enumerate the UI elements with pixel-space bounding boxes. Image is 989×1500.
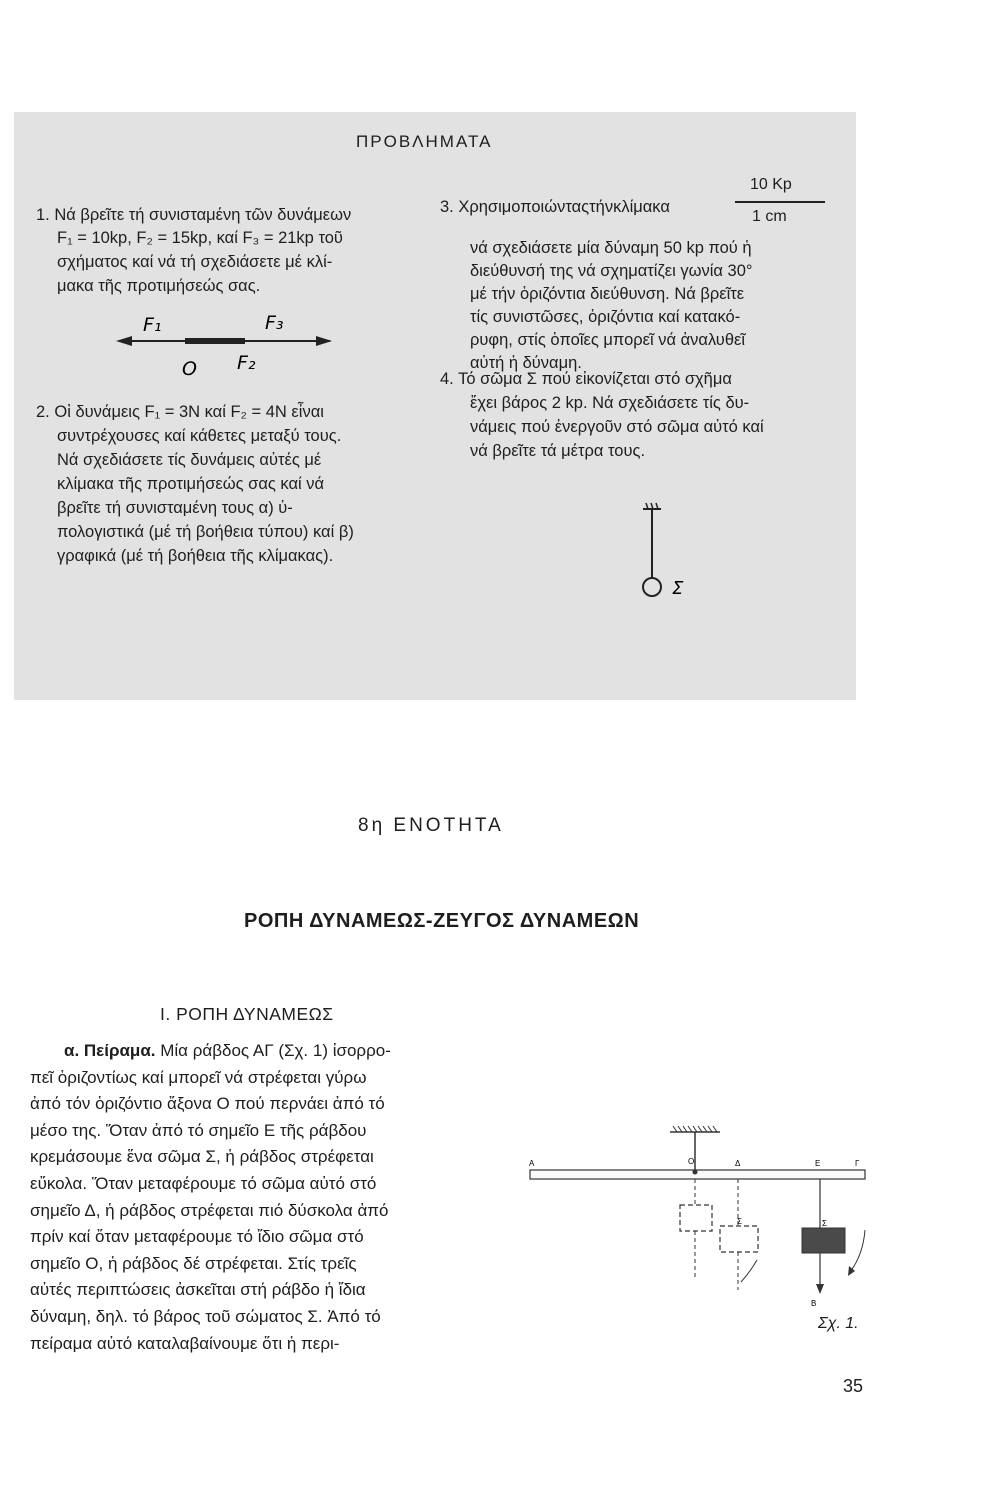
hatch-mark [703,1126,707,1132]
hatch-mark [713,1126,717,1132]
problem-3-intro: Χρησιμοποιώνταςτήνκλίμακα [458,198,670,216]
f3-arrowhead [316,336,332,346]
problem-3-line: αὐτή ἡ δύναμη. [470,354,582,372]
problem-3-line: ρυφη, στίς ὁποῖες μπορεῖ νά ἀναλυθεῖ [470,331,746,349]
problem-2-line: βρεῖτε τή συνισταμένη τους α) ὑ- [57,499,293,517]
label-sigma: Σ [672,578,684,599]
hatch-mark [683,1126,687,1132]
experiment-line: δύναμη, δηλ. τό βάρος τοῦ σώματος Σ. Ἀπό τό [30,1306,381,1326]
label-f1: F₁ [143,314,162,336]
scale-numerator: 10 Kp [750,176,792,193]
label-b: Β [811,1299,817,1308]
problem-1-figure [110,305,340,385]
lever-rod [530,1170,865,1179]
label-o: Ο [688,1157,695,1166]
experiment-line: πρίν καί ὅταν μεταφέρουμε τό ἴδιο σῶμα στό [30,1227,364,1247]
problem-4-line: νά βρεῖτε τά μέτρα τους. [470,442,646,460]
body-at-d [720,1226,758,1252]
weight-arrowhead [816,1284,824,1294]
experiment-line: ἀπό τόν ὁριζόντιο ἄξονα Ο πού περνάει ἀπό τό [30,1094,385,1114]
problem-3-number: 3. [440,198,454,216]
experiment-label: α. Πείραμα. [64,1041,156,1060]
problem-2-line: Νά σχεδιάσετε τίς δυνάμεις αὐτές μέ [57,451,322,469]
problem-2-line: γραφικά (μέ τή βοήθεια τῆς κλίμακας). [57,547,334,565]
experiment-line: εὔκολα. Ὅταν μεταφέρουμε τό σῶμα αὐτό στό [30,1173,377,1193]
rotation-arrow [850,1230,865,1272]
problem-3-line: τίς συνιστῶσες, ὁριζόντια καί κατακό- [470,308,741,326]
hatch-mark [673,1126,677,1132]
problem-4-figure [630,495,710,605]
problem-2-line: κλίμακα τῆς προτιμήσεώς σας καί νά [57,475,325,493]
hatch-mark [693,1126,697,1132]
experiment-line: Μία ράβδος ΑΓ (Σχ. 1) ἰσορρο- [155,1041,391,1060]
label-e: Ε [815,1159,821,1168]
problem-1-line: σχήματος καί νά τή σχεδιάσετε μέ κλί- [57,253,333,271]
page-number: 35 [843,1376,864,1396]
problem-1 [36,203,351,228]
f2-segment [185,338,245,344]
hatch-mark [708,1126,712,1132]
label-f2: F₂ [237,352,256,374]
problem-4-number: 4. [440,370,454,388]
pivot-point [693,1170,698,1175]
hatch-mark [678,1126,682,1132]
problem-4-line: ἔχει βάρος 2 kp. Νά σχεδιάσετε τίς δυ- [470,394,750,412]
scale-fraction-bar [735,201,825,203]
label-o: O [182,358,197,380]
problem-2 [36,400,324,425]
scale-denominator: 1 cm [752,208,787,225]
label-s-d: Σ [737,1217,742,1226]
problem-3 [440,195,670,220]
problem-3-line: νά σχεδιάσετε μία δύναμη 50 kp πού ἡ [470,239,752,257]
label-g: Γ [855,1159,860,1168]
experiment-line: σημεῖο Ο, ἡ ράβδος δέ στρέφεται. Στίς τρεῖς [30,1253,357,1273]
problem-4-line: Τό σῶμα Σ πού εἰκονίζεται στό σχῆμα [458,370,732,388]
problem-2-line: πολογιστικά (μέ τή βοήθεια τύπου) καί β) [57,523,354,541]
experiment-line: πεῖ ὁριζοντίως καί μπορεῖ νά στρέφεται γύρω [30,1067,367,1087]
problem-3-line: διεύθυνσή της νά σχηματίζει γωνία 30° [470,262,753,280]
label-s-e: Σ [822,1219,827,1228]
problem-1-line: μακα τῆς προτιμήσεώς σας. [57,277,261,295]
problem-3-line: μέ τήν ὁριζόντια διεύθυνση. Νά βρεῖτε [470,285,745,303]
rotation-arrowhead [848,1266,855,1276]
problem-4-line: νάμεις πού ἐνεργοῦν στό σῶμα αὐτό καί [470,418,764,436]
hatch-mark [688,1126,692,1132]
problem-1-number: 1. [36,206,50,224]
f1-arrowhead [116,336,132,346]
problem-2-number: 2. [36,403,50,421]
problem-4 [440,367,732,392]
experiment-first-line [30,1038,391,1065]
label-f3: F₃ [265,312,284,334]
origin-point [185,338,191,344]
hatch-mark [698,1126,702,1132]
label-d: Δ [735,1159,741,1168]
section-title: Ι. ΡΟΠΗ ΔΥΝΑΜΕΩΣ [160,1004,334,1024]
experiment-line: πείραμα αὐτό καταλαβαίνουμε ὅτι ἡ περι- [30,1333,340,1353]
box-title: ΠΡΟΒΛΗΜΑΤΑ [356,132,493,151]
label-a: Α [529,1159,535,1168]
problem-2-line: συντρέχουσες καί κάθετες μεταξύ τους. [57,427,342,445]
problem-1-line: F₁ = 10kp, F₂ = 15kp, καί F₃ = 21kp τοῦ [57,229,343,247]
problem-2-line: Οἱ δυνάμεις F₁ = 3N καί F₂ = 4N εἶναι [54,403,324,421]
experiment-line: μέσο της. Ὅταν ἀπό τό σημεῖο Ε τῆς ράβδου [30,1120,367,1140]
rotation-arrow-small [741,1260,757,1282]
body-at-o [680,1205,712,1231]
body-at-e [802,1228,845,1253]
main-title: ΡΟΠΗ ΔΥΝΑΜΕΩΣ-ΖΕΥΓΟΣ ΔΥΝΑΜΕΩΝ [244,910,640,932]
experiment-line: σημεῖο Δ, ἡ ράβδος στρέφεται πιό δύσκολα ἀπό [30,1200,389,1220]
figure-1 [525,1120,870,1310]
problem-1-line: Νά βρεῖτε τή συνισταμένη τῶν δυνάμεων [54,206,352,224]
support-hatch [673,1126,717,1132]
body-circle [643,578,661,596]
chapter-heading: 8η ΕΝΟΤΗΤΑ [358,815,504,836]
figure-caption: Σχ. 1. [818,1315,859,1332]
experiment-line: κρεμάσουμε ἕνα σῶμα Σ, ἡ ράβδος στρέφεται [30,1147,374,1167]
experiment-line: αὐτές περιπτώσεις ἀσκεῖται στή ράβδο ἡ ἴδια [30,1280,366,1300]
experiment-paragraph [30,1038,391,1357]
